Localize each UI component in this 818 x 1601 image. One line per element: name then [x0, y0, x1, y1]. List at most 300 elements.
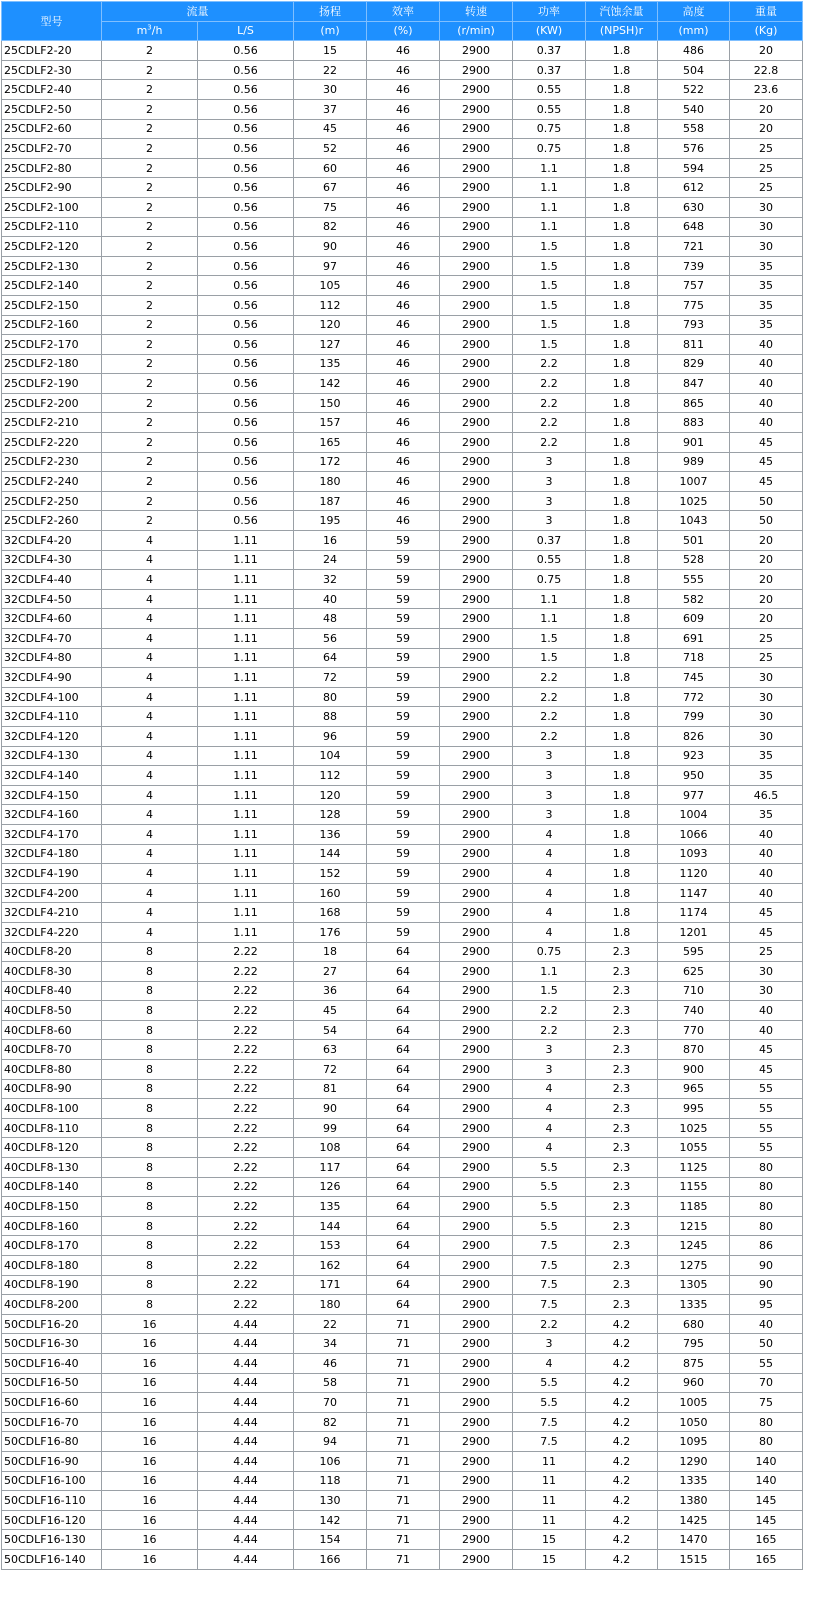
- cell-power: 1.5: [513, 295, 586, 315]
- cell-power: 1.1: [513, 589, 586, 609]
- cell-efficiency: 59: [367, 589, 440, 609]
- cell-flow-ls: 1.11: [198, 726, 294, 746]
- unit-flow-m3h-base: m: [136, 24, 148, 38]
- cell-flow-ls: 0.56: [198, 237, 294, 257]
- cell-height: 540: [658, 99, 730, 119]
- cell-weight: 20: [730, 41, 803, 61]
- table-row: [2, 374, 803, 394]
- cell-head: 16: [294, 531, 367, 551]
- cell-efficiency: 59: [367, 844, 440, 864]
- table-row: [2, 922, 803, 942]
- table-row: [2, 609, 803, 629]
- cell-speed: 2900: [440, 433, 513, 453]
- cell-head: 99: [294, 1118, 367, 1138]
- cell-flow-m3h: 4: [102, 629, 198, 649]
- cell-head: 166: [294, 1549, 367, 1569]
- cell-npsh: 1.8: [586, 472, 658, 492]
- cell-height: 501: [658, 531, 730, 551]
- unit-head: (m): [294, 21, 367, 41]
- cell-power: 1.5: [513, 256, 586, 276]
- cell-efficiency: 46: [367, 256, 440, 276]
- cell-efficiency: 59: [367, 726, 440, 746]
- cell-speed: 2900: [440, 1549, 513, 1569]
- cell-power: 7.5: [513, 1295, 586, 1315]
- cell-power: 3: [513, 511, 586, 531]
- cell-speed: 2900: [440, 903, 513, 923]
- cell-npsh: 1.8: [586, 550, 658, 570]
- cell-height: 710: [658, 981, 730, 1001]
- cell-flow-m3h: 4: [102, 883, 198, 903]
- cell-flow-ls: 2.22: [198, 1216, 294, 1236]
- cell-height: 691: [658, 629, 730, 649]
- cell-flow-m3h: 8: [102, 1216, 198, 1236]
- header-row-titles: [2, 2, 803, 22]
- cell-head: 171: [294, 1275, 367, 1295]
- cell-head: 94: [294, 1432, 367, 1452]
- table-row: [2, 1471, 803, 1491]
- cell-model: 32CDLF4-220: [2, 922, 102, 942]
- cell-height: 648: [658, 217, 730, 237]
- cell-power: 2.2: [513, 707, 586, 727]
- cell-model: 32CDLF4-190: [2, 864, 102, 884]
- cell-flow-m3h: 16: [102, 1314, 198, 1334]
- header-model: 型号: [2, 2, 102, 41]
- cell-power: 0.75: [513, 942, 586, 962]
- cell-height: 582: [658, 589, 730, 609]
- cell-flow-ls: 2.22: [198, 942, 294, 962]
- cell-power: 4: [513, 903, 586, 923]
- cell-speed: 2900: [440, 452, 513, 472]
- cell-head: 82: [294, 217, 367, 237]
- cell-flow-ls: 4.44: [198, 1334, 294, 1354]
- cell-head: 126: [294, 1177, 367, 1197]
- cell-speed: 2900: [440, 1236, 513, 1256]
- cell-head: 15: [294, 41, 367, 61]
- unit-npsh: (NPSH)r: [586, 21, 658, 41]
- cell-speed: 2900: [440, 746, 513, 766]
- cell-npsh: 1.8: [586, 844, 658, 864]
- cell-speed: 2900: [440, 335, 513, 355]
- cell-flow-ls: 2.22: [198, 1177, 294, 1197]
- cell-power: 0.75: [513, 139, 586, 159]
- cell-flow-ls: 0.56: [198, 433, 294, 453]
- cell-efficiency: 59: [367, 883, 440, 903]
- cell-npsh: 1.8: [586, 805, 658, 825]
- cell-efficiency: 64: [367, 1295, 440, 1315]
- cell-height: 826: [658, 726, 730, 746]
- table-row: [2, 315, 803, 335]
- cell-height: 1335: [658, 1471, 730, 1491]
- cell-height: 528: [658, 550, 730, 570]
- cell-flow-ls: 1.11: [198, 883, 294, 903]
- cell-npsh: 2.3: [586, 1020, 658, 1040]
- cell-npsh: 2.3: [586, 942, 658, 962]
- cell-flow-m3h: 2: [102, 393, 198, 413]
- cell-power: 1.1: [513, 609, 586, 629]
- header-head: 扬程: [294, 2, 367, 22]
- cell-flow-m3h: 2: [102, 452, 198, 472]
- cell-speed: 2900: [440, 1118, 513, 1138]
- cell-power: 5.5: [513, 1216, 586, 1236]
- cell-npsh: 1.8: [586, 452, 658, 472]
- cell-weight: 40: [730, 354, 803, 374]
- cell-flow-ls: 2.22: [198, 1275, 294, 1295]
- cell-npsh: 2.3: [586, 1118, 658, 1138]
- cell-power: 4: [513, 1353, 586, 1373]
- cell-flow-m3h: 2: [102, 433, 198, 453]
- cell-weight: 55: [730, 1118, 803, 1138]
- cell-weight: 50: [730, 1334, 803, 1354]
- cell-height: 740: [658, 1001, 730, 1021]
- table-row: [2, 981, 803, 1001]
- table-row: [2, 178, 803, 198]
- cell-efficiency: 46: [367, 335, 440, 355]
- cell-model: 25CDLF2-150: [2, 295, 102, 315]
- table-row: [2, 1373, 803, 1393]
- cell-model: 40CDLF8-80: [2, 1060, 102, 1080]
- cell-flow-m3h: 2: [102, 197, 198, 217]
- cell-weight: 25: [730, 648, 803, 668]
- cell-head: 27: [294, 962, 367, 982]
- table-row: [2, 668, 803, 688]
- table-row: [2, 237, 803, 257]
- cell-npsh: 4.2: [586, 1471, 658, 1491]
- cell-height: 923: [658, 746, 730, 766]
- cell-power: 2.2: [513, 726, 586, 746]
- cell-head: 157: [294, 413, 367, 433]
- cell-model: 40CDLF8-170: [2, 1236, 102, 1256]
- cell-flow-ls: 1.11: [198, 570, 294, 590]
- cell-speed: 2900: [440, 824, 513, 844]
- cell-head: 112: [294, 766, 367, 786]
- cell-speed: 2900: [440, 844, 513, 864]
- table-row: [2, 570, 803, 590]
- cell-efficiency: 64: [367, 942, 440, 962]
- cell-power: 11: [513, 1471, 586, 1491]
- cell-weight: 30: [730, 197, 803, 217]
- cell-weight: 20: [730, 609, 803, 629]
- cell-efficiency: 64: [367, 1040, 440, 1060]
- cell-npsh: 1.8: [586, 726, 658, 746]
- table-row: [2, 687, 803, 707]
- cell-weight: 40: [730, 844, 803, 864]
- cell-efficiency: 59: [367, 785, 440, 805]
- cell-weight: 40: [730, 335, 803, 355]
- cell-power: 1.5: [513, 335, 586, 355]
- cell-power: 7.5: [513, 1256, 586, 1276]
- cell-flow-ls: 2.22: [198, 1040, 294, 1060]
- cell-model: 40CDLF8-130: [2, 1158, 102, 1178]
- table-row: [2, 824, 803, 844]
- cell-head: 52: [294, 139, 367, 159]
- cell-model: 40CDLF8-30: [2, 962, 102, 982]
- cell-flow-ls: 0.56: [198, 80, 294, 100]
- cell-model: 25CDLF2-30: [2, 60, 102, 80]
- cell-head: 106: [294, 1451, 367, 1471]
- cell-power: 0.75: [513, 119, 586, 139]
- cell-weight: 45: [730, 433, 803, 453]
- cell-model: 25CDLF2-110: [2, 217, 102, 237]
- table-row: [2, 139, 803, 159]
- cell-flow-m3h: 4: [102, 805, 198, 825]
- cell-power: 5.5: [513, 1373, 586, 1393]
- cell-flow-m3h: 16: [102, 1510, 198, 1530]
- cell-flow-m3h: 4: [102, 668, 198, 688]
- table-row: [2, 942, 803, 962]
- cell-npsh: 1.8: [586, 178, 658, 198]
- cell-efficiency: 46: [367, 80, 440, 100]
- cell-flow-m3h: 4: [102, 824, 198, 844]
- cell-height: 1050: [658, 1412, 730, 1432]
- cell-flow-m3h: 2: [102, 41, 198, 61]
- cell-efficiency: 59: [367, 609, 440, 629]
- cell-flow-m3h: 8: [102, 1236, 198, 1256]
- cell-speed: 2900: [440, 668, 513, 688]
- cell-efficiency: 46: [367, 197, 440, 217]
- table-row: [2, 1020, 803, 1040]
- cell-model: 25CDLF2-230: [2, 452, 102, 472]
- header-flow: 流量: [102, 2, 294, 22]
- cell-flow-ls: 2.22: [198, 962, 294, 982]
- cell-npsh: 1.8: [586, 785, 658, 805]
- cell-power: 0.37: [513, 41, 586, 61]
- unit-flow-ls: L/S: [198, 21, 294, 41]
- cell-npsh: 2.3: [586, 1256, 658, 1276]
- cell-power: 1.1: [513, 158, 586, 178]
- cell-height: 558: [658, 119, 730, 139]
- cell-npsh: 1.8: [586, 99, 658, 119]
- cell-efficiency: 59: [367, 707, 440, 727]
- cell-flow-m3h: 4: [102, 864, 198, 884]
- cell-model: 50CDLF16-60: [2, 1393, 102, 1413]
- cell-model: 32CDLF4-160: [2, 805, 102, 825]
- cell-power: 7.5: [513, 1236, 586, 1256]
- cell-npsh: 2.3: [586, 981, 658, 1001]
- cell-efficiency: 59: [367, 570, 440, 590]
- table-row: [2, 962, 803, 982]
- cell-flow-m3h: 2: [102, 256, 198, 276]
- table-row: [2, 844, 803, 864]
- cell-weight: 55: [730, 1138, 803, 1158]
- cell-flow-m3h: 2: [102, 80, 198, 100]
- cell-npsh: 1.8: [586, 824, 658, 844]
- cell-height: 1335: [658, 1295, 730, 1315]
- cell-head: 88: [294, 707, 367, 727]
- cell-npsh: 1.8: [586, 60, 658, 80]
- cell-model: 40CDLF8-150: [2, 1197, 102, 1217]
- cell-power: 15: [513, 1549, 586, 1569]
- cell-head: 72: [294, 1060, 367, 1080]
- cell-flow-m3h: 2: [102, 472, 198, 492]
- table-row: [2, 903, 803, 923]
- cell-npsh: 4.2: [586, 1451, 658, 1471]
- cell-speed: 2900: [440, 60, 513, 80]
- cell-power: 3: [513, 766, 586, 786]
- table-row: [2, 1216, 803, 1236]
- cell-power: 3: [513, 472, 586, 492]
- cell-weight: 40: [730, 883, 803, 903]
- cell-weight: 55: [730, 1079, 803, 1099]
- cell-efficiency: 64: [367, 1197, 440, 1217]
- cell-weight: 35: [730, 766, 803, 786]
- table-row: [2, 1314, 803, 1334]
- cell-head: 22: [294, 60, 367, 80]
- cell-height: 745: [658, 668, 730, 688]
- cell-weight: 55: [730, 1353, 803, 1373]
- cell-power: 0.55: [513, 550, 586, 570]
- cell-speed: 2900: [440, 609, 513, 629]
- cell-npsh: 4.2: [586, 1373, 658, 1393]
- cell-head: 154: [294, 1530, 367, 1550]
- cell-speed: 2900: [440, 178, 513, 198]
- cell-npsh: 4.2: [586, 1334, 658, 1354]
- cell-height: 795: [658, 1334, 730, 1354]
- cell-efficiency: 64: [367, 1158, 440, 1178]
- cell-flow-ls: 0.56: [198, 119, 294, 139]
- cell-efficiency: 46: [367, 374, 440, 394]
- cell-flow-ls: 1.11: [198, 746, 294, 766]
- cell-head: 160: [294, 883, 367, 903]
- cell-efficiency: 71: [367, 1530, 440, 1550]
- cell-efficiency: 59: [367, 824, 440, 844]
- table-row: [2, 276, 803, 296]
- cell-power: 11: [513, 1491, 586, 1511]
- cell-weight: 20: [730, 99, 803, 119]
- pump-spec-table: [1, 1, 803, 1570]
- unit-power: (KW): [513, 21, 586, 41]
- cell-speed: 2900: [440, 687, 513, 707]
- cell-npsh: 2.3: [586, 1197, 658, 1217]
- cell-height: 1095: [658, 1432, 730, 1452]
- cell-model: 32CDLF4-70: [2, 629, 102, 649]
- cell-model: 32CDLF4-60: [2, 609, 102, 629]
- table-row: [2, 1040, 803, 1060]
- cell-height: 1215: [658, 1216, 730, 1236]
- cell-weight: 23.6: [730, 80, 803, 100]
- cell-efficiency: 59: [367, 864, 440, 884]
- cell-speed: 2900: [440, 589, 513, 609]
- cell-height: 1004: [658, 805, 730, 825]
- cell-flow-m3h: 2: [102, 139, 198, 159]
- table-row: [2, 217, 803, 237]
- cell-flow-ls: 4.44: [198, 1549, 294, 1569]
- cell-flow-ls: 0.56: [198, 374, 294, 394]
- cell-speed: 2900: [440, 726, 513, 746]
- cell-speed: 2900: [440, 276, 513, 296]
- table-row: [2, 354, 803, 374]
- cell-height: 721: [658, 237, 730, 257]
- cell-head: 30: [294, 80, 367, 100]
- cell-npsh: 1.8: [586, 237, 658, 257]
- cell-height: 555: [658, 570, 730, 590]
- table-row: [2, 883, 803, 903]
- header-npsh: 汽蚀余量: [586, 2, 658, 22]
- cell-height: 504: [658, 60, 730, 80]
- cell-head: 136: [294, 824, 367, 844]
- cell-speed: 2900: [440, 864, 513, 884]
- cell-head: 72: [294, 668, 367, 688]
- cell-flow-ls: 1.11: [198, 589, 294, 609]
- cell-height: 950: [658, 766, 730, 786]
- cell-efficiency: 71: [367, 1491, 440, 1511]
- cell-flow-m3h: 4: [102, 766, 198, 786]
- cell-weight: 30: [730, 707, 803, 727]
- cell-flow-ls: 2.22: [198, 1001, 294, 1021]
- cell-flow-m3h: 16: [102, 1451, 198, 1471]
- cell-model: 40CDLF8-110: [2, 1118, 102, 1138]
- cell-flow-m3h: 4: [102, 687, 198, 707]
- cell-height: 486: [658, 41, 730, 61]
- cell-flow-m3h: 2: [102, 217, 198, 237]
- cell-model: 25CDLF2-130: [2, 256, 102, 276]
- table-row: [2, 1412, 803, 1432]
- cell-height: 875: [658, 1353, 730, 1373]
- table-row: [2, 805, 803, 825]
- cell-efficiency: 71: [367, 1412, 440, 1432]
- cell-height: 1120: [658, 864, 730, 884]
- cell-speed: 2900: [440, 629, 513, 649]
- cell-power: 0.75: [513, 570, 586, 590]
- cell-efficiency: 46: [367, 472, 440, 492]
- cell-power: 2.2: [513, 1314, 586, 1334]
- cell-npsh: 1.8: [586, 687, 658, 707]
- cell-height: 1275: [658, 1256, 730, 1276]
- cell-speed: 2900: [440, 1334, 513, 1354]
- cell-flow-ls: 2.22: [198, 1256, 294, 1276]
- cell-model: 25CDLF2-80: [2, 158, 102, 178]
- cell-power: 1.5: [513, 237, 586, 257]
- cell-flow-m3h: 4: [102, 570, 198, 590]
- cell-height: 870: [658, 1040, 730, 1060]
- cell-npsh: 1.8: [586, 766, 658, 786]
- cell-head: 32: [294, 570, 367, 590]
- cell-speed: 2900: [440, 1530, 513, 1550]
- cell-flow-ls: 1.11: [198, 531, 294, 551]
- cell-power: 1.5: [513, 981, 586, 1001]
- unit-flow-m3h: [102, 21, 198, 41]
- cell-height: 1007: [658, 472, 730, 492]
- cell-flow-ls: 0.56: [198, 99, 294, 119]
- cell-flow-ls: 0.56: [198, 256, 294, 276]
- table-row: [2, 766, 803, 786]
- cell-flow-ls: 1.11: [198, 824, 294, 844]
- cell-flow-ls: 0.56: [198, 452, 294, 472]
- cell-flow-ls: 1.11: [198, 687, 294, 707]
- cell-head: 63: [294, 1040, 367, 1060]
- cell-height: 609: [658, 609, 730, 629]
- cell-height: 1066: [658, 824, 730, 844]
- table-row: [2, 550, 803, 570]
- cell-power: 2.2: [513, 1001, 586, 1021]
- cell-flow-m3h: 4: [102, 922, 198, 942]
- cell-flow-ls: 2.22: [198, 1020, 294, 1040]
- cell-speed: 2900: [440, 1275, 513, 1295]
- cell-flow-m3h: 16: [102, 1353, 198, 1373]
- cell-flow-ls: 1.11: [198, 550, 294, 570]
- cell-flow-m3h: 8: [102, 1020, 198, 1040]
- cell-model: 25CDLF2-180: [2, 354, 102, 374]
- cell-model: 32CDLF4-140: [2, 766, 102, 786]
- cell-head: 97: [294, 256, 367, 276]
- cell-speed: 2900: [440, 413, 513, 433]
- cell-head: 81: [294, 1079, 367, 1099]
- cell-model: 50CDLF16-120: [2, 1510, 102, 1530]
- cell-flow-ls: 2.22: [198, 1295, 294, 1315]
- cell-flow-m3h: 16: [102, 1393, 198, 1413]
- cell-npsh: 2.3: [586, 1177, 658, 1197]
- cell-npsh: 1.8: [586, 883, 658, 903]
- cell-weight: 35: [730, 295, 803, 315]
